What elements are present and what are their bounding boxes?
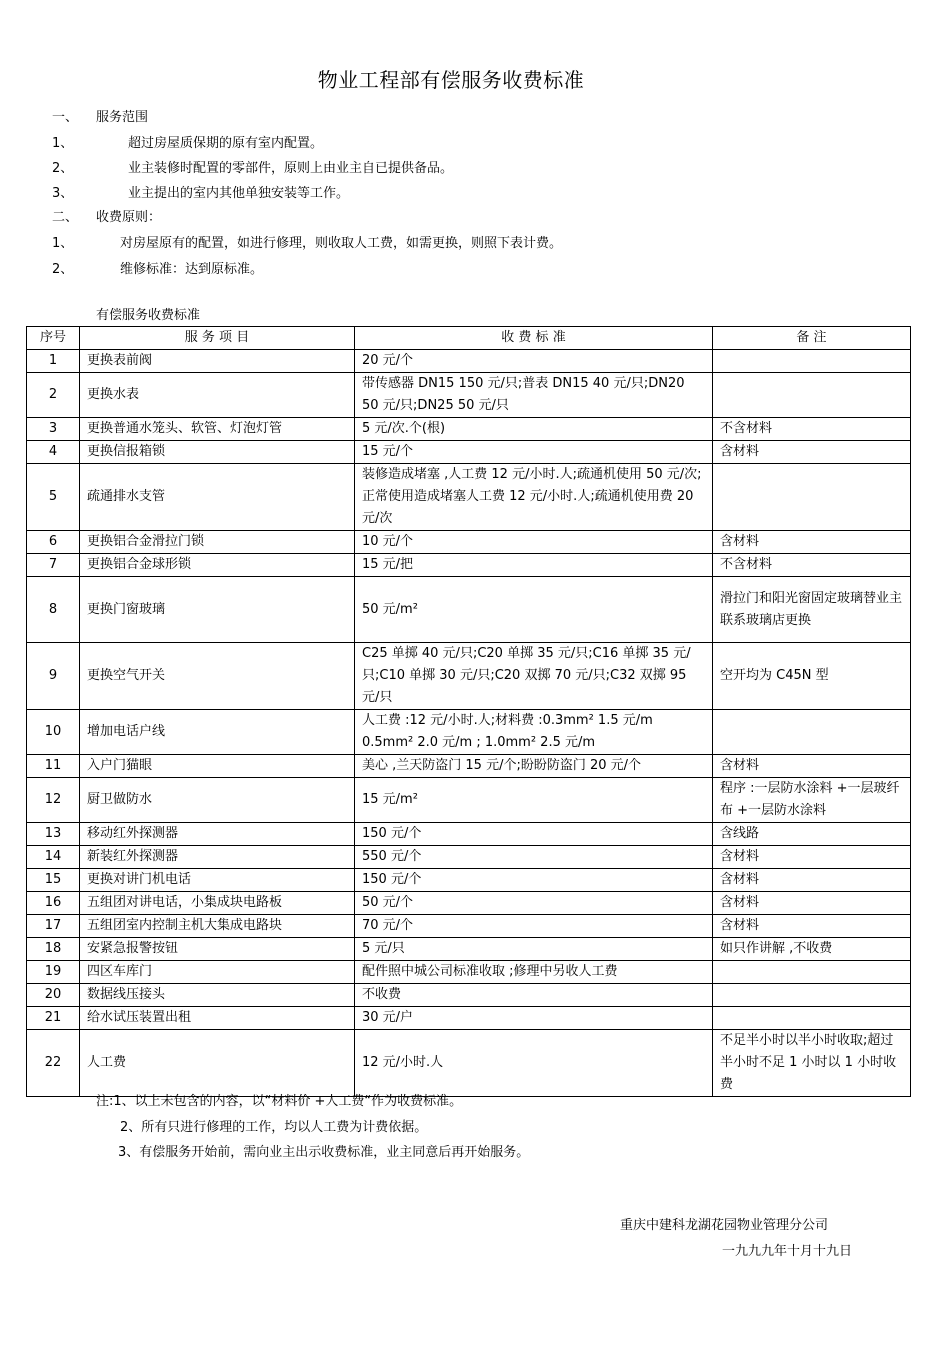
table-row (27, 418, 911, 441)
cell-no: 3 (27, 418, 80, 441)
cell-note: 程序 :一层防水涂料 +一层玻纤布 +一层防水涂料 (713, 778, 911, 823)
cell-no: 17 (27, 915, 80, 938)
cell-fee: 30 元/户 (355, 1007, 713, 1030)
table-header-row (27, 327, 911, 350)
header-item: 服 务 项 目 (80, 327, 355, 350)
page-title: 物业工程部有偿服务收费标准 (317, 68, 585, 92)
cell-note: 含材料 (713, 755, 911, 778)
cell-item: 更换水表 (80, 373, 355, 418)
cell-no: 14 (27, 846, 80, 869)
section-number: 3、 (52, 186, 74, 201)
cell-item: 更换对讲门机电话 (80, 869, 355, 892)
cell-no: 8 (27, 577, 80, 643)
fee-table (26, 326, 911, 1097)
cell-fee: 50 元/m² (355, 577, 713, 643)
cell-no: 16 (27, 892, 80, 915)
cell-item: 人工费 (80, 1030, 355, 1097)
cell-note (713, 710, 911, 755)
cell-fee: 5 元/次.个(根) (355, 418, 713, 441)
footnote-3: 3、有偿服务开始前，需向业主出示收费标准，业主同意后再开始服务。 (118, 1145, 530, 1160)
cell-item: 更换信报箱锁 (80, 441, 355, 464)
cell-no: 18 (27, 938, 80, 961)
cell-fee: 配件照中城公司标准收取 ;修理中另收人工费 (355, 961, 713, 984)
table-row (27, 938, 911, 961)
cell-note (713, 350, 911, 373)
cell-item: 更换门窗玻璃 (80, 577, 355, 643)
table-row (27, 823, 911, 846)
cell-no: 1 (27, 350, 80, 373)
cell-item: 入户门猫眼 (80, 755, 355, 778)
cell-item: 更换表前阀 (80, 350, 355, 373)
cell-fee: 带传感器 DN15 150 元/只;普表 DN15 40 元/只;DN20 50 元/只;DN25 50 元/只 (355, 373, 713, 418)
cell-no: 6 (27, 531, 80, 554)
cell-note: 含材料 (713, 869, 911, 892)
cell-item: 更换铝合金球形锁 (80, 554, 355, 577)
cell-note (713, 984, 911, 1007)
cell-item: 更换普通水笼头、软管、灯泡灯管 (80, 418, 355, 441)
cell-note: 含材料 (713, 531, 911, 554)
section-number: 2、 (52, 262, 74, 277)
cell-note: 不含材料 (713, 554, 911, 577)
cell-fee: 人工费 :12 元/小时.人;材料费 :0.3mm² 1.5 元/m 0.5mm² 2.0 元/m ; 1.0mm² 2.5 元/m (355, 710, 713, 755)
table-row (27, 643, 911, 710)
table-row (27, 441, 911, 464)
table-row (27, 892, 911, 915)
cell-item: 五组团对讲电话，小集成块电路板 (80, 892, 355, 915)
cell-note: 滑拉门和阳光窗固定玻璃替业主联系玻璃店更换 (713, 577, 911, 643)
cell-item: 安紧急报警按钮 (80, 938, 355, 961)
cell-note: 含材料 (713, 441, 911, 464)
cell-fee: 5 元/只 (355, 938, 713, 961)
cell-note (713, 1007, 911, 1030)
cell-no: 11 (27, 755, 80, 778)
footnote-1: 注:1、以上未包含的内容，以“材料价 +人工费“作为收费标准。 (96, 1094, 463, 1109)
cell-fee: 装修造成堵塞 ,人工费 12 元/小时.人;疏通机使用 50 元/次;正常使用造成堵塞人工费 12 元/小时.人;疏通机使用费 20 元/次 (355, 464, 713, 531)
table-row (27, 915, 911, 938)
cell-no: 5 (27, 464, 80, 531)
cell-note: 如只作讲解 ,不收费 (713, 938, 911, 961)
cell-fee: C25 单掷 40 元/只;C20 单掷 35 元/只;C16 单掷 35 元/只;C10 单掷 30 元/只;C20 双掷 70 元/只;C32 双掷 95 元/只 (355, 643, 713, 710)
cell-item: 给水试压装置出租 (80, 1007, 355, 1030)
cell-no: 19 (27, 961, 80, 984)
table-row (27, 350, 911, 373)
cell-no: 10 (27, 710, 80, 755)
cell-fee: 150 元/个 (355, 869, 713, 892)
cell-fee: 15 元/m² (355, 778, 713, 823)
cell-item: 更换铝合金滑拉门锁 (80, 531, 355, 554)
table-row (27, 577, 911, 643)
cell-item: 数据线压接头 (80, 984, 355, 1007)
cell-no: 7 (27, 554, 80, 577)
cell-fee: 美心 ,兰天防盗门 15 元/个;盼盼防盗门 20 元/个 (355, 755, 713, 778)
header-no: 序号 (27, 327, 80, 350)
section-number: 1、 (52, 136, 74, 151)
section-text: 服务范围 (96, 110, 149, 125)
table-row (27, 554, 911, 577)
footnote-2: 2、所有只进行修理的工作，均以人工费为计费依据。 (120, 1120, 428, 1135)
cell-no: 20 (27, 984, 80, 1007)
cell-fee: 15 元/把 (355, 554, 713, 577)
table-row (27, 710, 911, 755)
cell-fee: 不收费 (355, 984, 713, 1007)
table-row (27, 464, 911, 531)
table-row (27, 778, 911, 823)
section-text: 对房屋原有的配置，如进行修理，则收取人工费，如需更换，则照下表计费。 (120, 236, 563, 251)
cell-no: 2 (27, 373, 80, 418)
table-row (27, 1030, 911, 1097)
cell-fee: 550 元/个 (355, 846, 713, 869)
cell-note: 含材料 (713, 892, 911, 915)
cell-item: 移动红外探测器 (80, 823, 355, 846)
table-row (27, 755, 911, 778)
table-caption: 有偿服务收费标准 (96, 308, 201, 323)
issue-date: 一九九九年十月十九日 (722, 1244, 853, 1259)
table-row (27, 531, 911, 554)
cell-fee: 20 元/个 (355, 350, 713, 373)
table-row (27, 961, 911, 984)
cell-item: 增加电话户线 (80, 710, 355, 755)
cell-no: 21 (27, 1007, 80, 1030)
section-text: 超过房屋质保期的原有室内配置。 (128, 136, 324, 151)
cell-note: 空开均为 C45N 型 (713, 643, 911, 710)
cell-no: 13 (27, 823, 80, 846)
cell-fee: 150 元/个 (355, 823, 713, 846)
cell-item: 五组团室内控制主机大集成电路块 (80, 915, 355, 938)
cell-note: 含材料 (713, 915, 911, 938)
cell-no: 12 (27, 778, 80, 823)
cell-fee: 12 元/小时.人 (355, 1030, 713, 1097)
cell-no: 9 (27, 643, 80, 710)
table-row (27, 869, 911, 892)
cell-note: 含材料 (713, 846, 911, 869)
cell-note (713, 961, 911, 984)
section-number: 2、 (52, 161, 74, 176)
cell-fee: 10 元/个 (355, 531, 713, 554)
cell-note (713, 464, 911, 531)
cell-note: 含线路 (713, 823, 911, 846)
section-number: 二、 (52, 210, 79, 225)
table-row (27, 373, 911, 418)
company-name: 重庆中建科龙湖花园物业管理分公司 (620, 1218, 829, 1233)
cell-fee: 70 元/个 (355, 915, 713, 938)
header-fee: 收 费 标 准 (355, 327, 713, 350)
cell-note: 不足半小时以半小时收取;超过半小时不足 1 小时以 1 小时收费 (713, 1030, 911, 1097)
table-row (27, 984, 911, 1007)
section-text: 业主装修时配置的零部件，原则上由业主自已提供备品。 (128, 161, 454, 176)
cell-note (713, 373, 911, 418)
cell-item: 厨卫做防水 (80, 778, 355, 823)
cell-item: 新装红外探测器 (80, 846, 355, 869)
cell-no: 15 (27, 869, 80, 892)
section-number: 1、 (52, 236, 74, 251)
section-text: 收费原则： (96, 210, 162, 225)
table-row (27, 1007, 911, 1030)
cell-fee: 15 元/个 (355, 441, 713, 464)
header-note: 备 注 (713, 327, 911, 350)
cell-no: 4 (27, 441, 80, 464)
cell-item: 四区车库门 (80, 961, 355, 984)
section-number: 一、 (52, 110, 79, 125)
cell-item: 疏通排水支管 (80, 464, 355, 531)
cell-item: 更换空气开关 (80, 643, 355, 710)
cell-no: 22 (27, 1030, 80, 1097)
section-text: 维修标准：达到原标准。 (120, 262, 264, 277)
cell-fee: 50 元/个 (355, 892, 713, 915)
cell-note: 不含材料 (713, 418, 911, 441)
table-row (27, 846, 911, 869)
section-text: 业主提出的室内其他单独安装等工作。 (128, 186, 350, 201)
